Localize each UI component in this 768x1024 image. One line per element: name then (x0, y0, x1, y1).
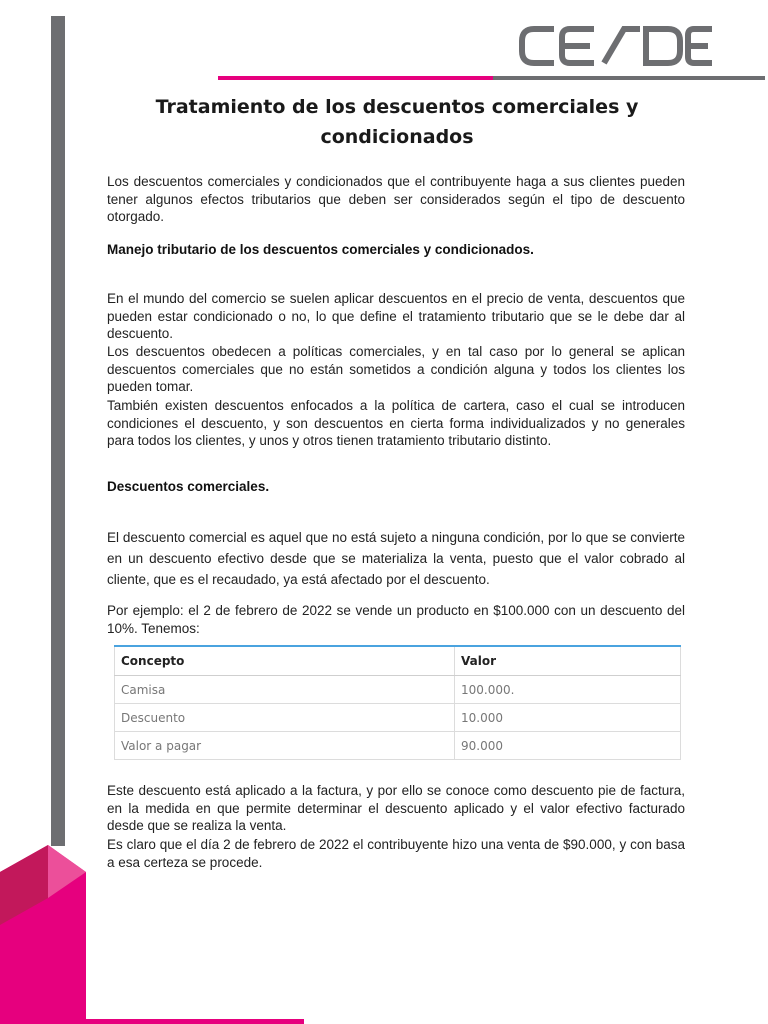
table-cell: 90.000 (455, 732, 681, 760)
section1-paragraph-3: También existen descuentos enfocados a la política de cartera, caso el cual se introducen condiciones el descuento, y son descuentos en cierta forma individualizados y no generales para todos los clientes, y unos y otros tienen tratamiento tributario distinto. (107, 398, 685, 448)
intro-paragraph: Los descuentos comerciales y condicionados que el contribuyente haga a sus clientes pueden tener algunos efectos tributarios que deben ser considerados según el tipo de descuento otorgado. (107, 174, 685, 224)
table-row (115, 732, 681, 760)
section2-paragraph-2: Por ejemplo: el 2 de febrero de 2022 se vende un producto en $100.000 con un descuento del 10%. Tenemos: (107, 603, 685, 636)
table-row (115, 676, 681, 704)
table-header-valor: Valor (455, 646, 681, 676)
logo-text: CESDE (518, 24, 522, 25)
table-cell: 10.000 (455, 704, 681, 732)
section2-heading: Descuentos comerciales. (107, 479, 270, 494)
section2-after-paragraph-1: Este descuento está aplicado a la factura, y por ello se conoce como descuento pie de factura, en la medida en que permite determinar el descuento aplicado y el valor efectivo facturado desde que se realiza la venta. (107, 783, 685, 833)
table-cell: Valor a pagar (115, 732, 455, 760)
header-line-pink (218, 76, 493, 80)
table-header-concepto: Concepto (115, 646, 455, 676)
section1-paragraph-1: En el mundo del comercio se suelen aplicar descuentos en el precio de venta, descuentos que pueden estar condicionado o no, lo que define el tratamiento tributario que se le debe dar al descuento. (107, 291, 685, 341)
table-cell: 100.000. (455, 676, 681, 704)
section1-heading: Manejo tributario de los descuentos comerciales y condicionados. (107, 242, 534, 257)
header-line-gray (493, 76, 765, 80)
table-cell: Camisa (115, 676, 455, 704)
bottom-accent-line (60, 1019, 304, 1024)
table-row (115, 704, 681, 732)
section1-paragraph-2: Los descuentos obedecen a políticas comerciales, y en tal caso por lo general se aplican descuentos comerciales que no están sometidos a condición alguna y todos los clientes los pueden tomar. (107, 344, 685, 394)
table-header-row (115, 646, 681, 676)
table-cell: Descuento (115, 704, 455, 732)
cesde-logo (518, 24, 714, 68)
corner-decoration (0, 0, 100, 1024)
example-table (114, 645, 681, 760)
section2-after-paragraph-2: Es claro que el día 2 de febrero de 2022 el contribuyente hizo una venta de $90.000, y con basa a esa certeza se procede. (107, 837, 685, 870)
section2-paragraph-1: El descuento comercial es aquel que no está sujeto a ninguna condición, por lo que se convierte en un descuento efectivo desde que se materializa la venta, puesto que el valor cobrado al cliente, que es el recaudado, ya está afectado por el descuento. (107, 530, 685, 587)
document-title: Tratamiento de los descuentos comerciales y condicionados (155, 96, 639, 148)
